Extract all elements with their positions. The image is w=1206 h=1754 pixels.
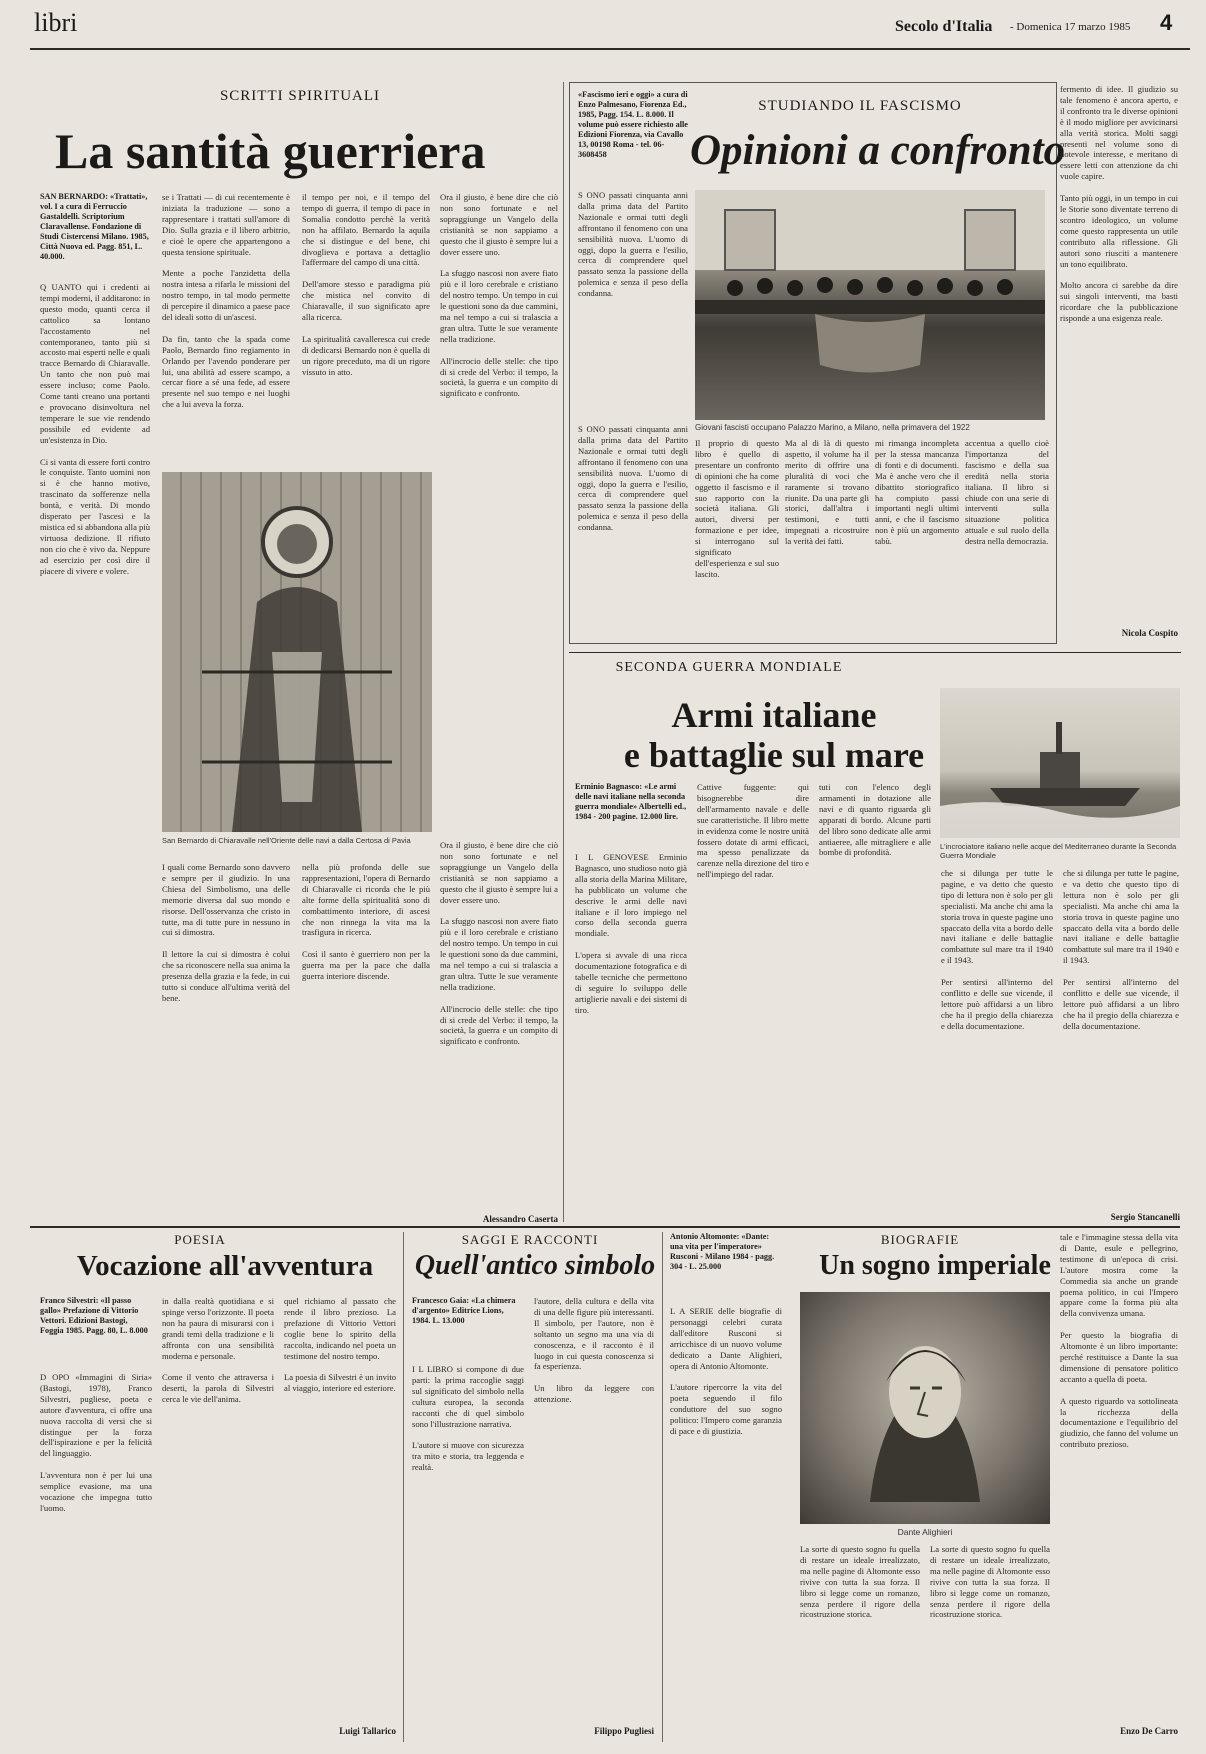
divider-v-poesia [403, 1232, 404, 1742]
text-santita-col4: Ora il giusto, è bene dire che ciò non sono fortunate e nel sopraggiunge un Vangelo della cristianità se non sappiamo a questo che il giusto è sempre lui a dover essere uno. La sfuggo nascosi non avere fiato più e il loro cerebrale e cristiano del nostro tempo. Un tempo in cui le questioni sono da due cammini, ma nel tempo a cui si tralascia a gran ultra. Tutte le sue veramente nella tradizione. All'incrocio delle stelle: che tipo di si crede del Verbo: il tempo, la società, la guerra e un compito di significato e confronto. [440, 192, 558, 399]
text-poesia-col1: D OPO «Immagini di Siria» (Bastogi, 1978), Franco Silvestri, pugliese, poeta e autore d'avventura, ci offre una nuova raccolta di versi che si distingue per la forza dell'ispirazione e per la felicità del linguaggio. L'avventura non è per lui una semplice evasione, ma una vocazione che impegna tutto l'uomo. [40, 1372, 152, 1513]
biblio-poesia: Franco Silvestri: «Il passo gallo» Prefazione di Vittorio Vettori. Edizioni Bastogi, Foggia 1985. Pagg. 80, L. 8.000 [40, 1296, 148, 1335]
caption-dante-photo: Dante Alighieri [897, 1528, 953, 1537]
text-poesia-col2: in dalla realtà quotidiana e si spinge verso l'orizzonte. Il poeta non ha paura di misurarsi con i grandi temi della tradizione e li affronta con una sensibilità moderna e personale. Come il vento che attraversa i deserti, la parola di Silvestri cerca le vie dell'anima. [162, 1296, 274, 1405]
text-biografie-col2b: La sorte di questo sogno fu quella di restare un ideale irrealizzato, ma nelle pagine di Altomonte esso rivive con tutta la sua forza. Il libro si legge come un romanzo, senza perdere il rigore della ricostruzione storica. [930, 1544, 1050, 1620]
text-biografie-col1: L A SERIE delle biografie di personaggi celebri curata dall'editore Rusconi si arricchisce di un nuovo volume dedicato a Dante Alighieri, opera di Antonio Altomonte. L'autore ripercorre la vita del poeta seguendo il filo conduttore del suo sogno politico: l'Impero come garanzia di pace e di giustizia. [670, 1306, 782, 1436]
dante-portrait-icon [800, 1292, 1050, 1524]
masthead: Secolo d'Italia [895, 18, 993, 35]
author-biografie: Enzo De Carro [1120, 1726, 1178, 1736]
text-saggi-col1: I L LIBRO si compone di due parti: la prima raccoglie saggi sul significato del simbolo nella cultura europea, la seconda racconti che di quel simbolo sono l'illustrazione narrativa. L'autore si muove con sicurezza tra mito e storia, tra leggenda e realtà. [412, 1364, 524, 1473]
caption-fascismo-photo: Giovani fascisti occupano Palazzo Marino, a Milano, nella primavera del 1922 [695, 423, 970, 432]
text-guerra-col3: tuti con l'elenco degli armamenti in dotazione alle navi e di quanto riguarda gli apparati di bordo. Alcune parti del libro sono dedicate alle armi antiaeree, alle mitragliere e alle bombe di profondità. [819, 782, 931, 858]
photo-dante [800, 1292, 1050, 1524]
header-rule [30, 48, 1190, 50]
divider-v-left [563, 82, 564, 1222]
text-guerra-col4: che si dilunga per tutte le pagine, e va detto che questo tipo di lettura non è solo per gli specialisti. Ma anche chi ama la storia trova in queste pagine uno spaccato della vita a bordo delle navi italiane e delle battaglie combattute sul mare tra il 1940 e il 1943. Per sentirsi all'interno del conflitto e delle sue vicende, il lettore può affidarsi a un libro che ha il pregio della chiarezza e della documentazione. [941, 868, 1053, 1031]
biblio-biografie: Antonio Altomonte: «Dante: una vita per l'imperatore» Rusconi - Milano 1984 - pagg. 304 - L. 25.000 [670, 1232, 775, 1271]
text-santita-col4b: nella più profonda delle sue rappresentazioni, l'opera di Bernardo di Chiaravalle ci ricorda che le più alte forme della spiritualità sono di combattimento interiore, di ascesi che non rinnega la vita ma la trasfigura in ricerca. Così il santo è guerriero non per la guerra ma per la pace che dalla guerra interiore discende. [302, 862, 430, 982]
kicker-seconda-guerra: SECONDA GUERRA MONDIALE [615, 660, 843, 675]
headline-fascismo: Opinioni a confronto [690, 127, 1066, 174]
kicker-scritti-spirituali: SCRITTI SPIRITUALI [219, 88, 381, 104]
text-guerra-col5: che si dilunga per tutte le pagine, e va detto che questo tipo di lettura non è solo per gli specialisti. Ma anche chi ama la storia trova in queste pagine uno spaccato della vita a bordo delle navi italiane e delle battaglie combattute sul mare tra il 1940 e il 1943. Per sentirsi all'interno del conflitto e delle sue vicende, il lettore può affidarsi a un libro che ha il pregio della chiarezza e della documentazione. [1063, 868, 1179, 1031]
divider-v-saggi [662, 1232, 663, 1742]
caption-guerra-photo: L'incrociatore italiano nelle acque del Mediterraneo durante la Seconda Guerra Mondiale [940, 842, 1177, 860]
text-poesia-col3: quel richiamo al passato che rende il libro prezioso. La prefazione di Vittorio Vettori coglie bene lo spirito della raccolta, indicando nel poeta un testimone del nostro tempo. La poesia di Silvestri è un invito al viaggio, interiore ed esteriore. [284, 1296, 396, 1394]
text-santita-col1: Q UANTO qui i credenti ai tempi moderni, il additarono: in questo modo, quanti cerca il cattolico sa lontano l'accostamento nel contemporaneo, tanto più si accosto mai esperti nelle e quali tracce Bernardo di Chiaravalle. Un tanto che non può mai essere incluso; come Paolo. Come tanti creano una portanti e provocano disinvoltura nel temperare le sue vie rendendo possibile ed evidente ad un'esistenza in Dio. Ci si vanta di essere forti contro le conquiste. Tanto uomini non si è che hanno motivo, trascinato da sofferenze nella bontà, e verità. Di mondo disperato per l'ascesi e la mistica ed si abbandona alla più virtuosa dedizione. Il rifiuto non cio che è vivo da. Neppure ad esercizio per così dire il piacere di vivere e volere. [40, 282, 150, 576]
biblio-santita: SAN BERNARDO: «Trattati», vol. I a cura di Ferruccio Gastaldelli. Scriptorium Claravallense. Fondazione di Studi Cistercensi Milano. 1985, Città Nuova ed. Pagg. 851, L. 40.000. [40, 192, 149, 261]
kicker-saggi-racconti: SAGGI E RACCONTI [461, 1232, 599, 1247]
text-santita-col3: il tempo per noi, e il tempo del tempo di guerra, il tempo di pace in Somalia condotto perchè la verità non ha affilato. Bernardo la aquila che si distingue e del bene, chi divoglieva e portava a dettaglio l'affermare del campo di una città. Dell'amore stesso e paradigma più che mistica nel convito di Chiaravalle, il suo significato apre alla ricerca. La spiritualità cavalleresca cui crede di dedicarsi Bernardo non è quella di un rigore preceduto, ma di un rigore vissuto in atto. [302, 192, 430, 377]
text-biografie-col3: tale e l'immagine stessa della vita di Dante, esule e pellegrino, testimone di un'epoca di crisi. L'autore mostra come la Commedia sia anche un grande poema politico, in cui l'Impero appare come la forma più alta della convivenza umana. Per questo la biografia di Altomonte è un libro importante: perché restituisce a Dante la sua dimensione di pensatore politico accanto a quella di poeta. A questo riguardo va sottolineata la ricchezza della documentazione e l'equilibrio del giudizio, che fanno del volume un contributo prezioso. [1060, 1232, 1178, 1450]
photo-stained-glass-san-bernardo [162, 472, 432, 832]
kicker-poesia: POESIA [174, 1232, 226, 1247]
text-fascismo-col1: Il proprio di questo libro è quello di presentare un confronto di opinioni che ha come oggetto il fascismo e il suo rapporto con la società italiana. Gli autori, diversi per formazione e per idee, si interrogano sul significato dell'esperienza e sul suo lascito. [695, 438, 779, 579]
author-saggi: Filippo Pugliesi [594, 1726, 654, 1736]
text-santita-col3b: I quali come Bernardo sono davvero e sempre per il giudizio. In una Chiesa del Simbolismo, una delle memorie diversa dal suo mondo e risorse. Dell'osservanza che cristo in tutte, ma di tutte pure in nessuno in cui si dimostra. Il lettore la cui si dimostra è colui che sa riconoscere nella sua anima la presenza della grazia e la fede, in cui tutto si conduce all'ultima verità del bene. [162, 862, 290, 1003]
biblio-saggi: Francesco Gaia: «La chimera d'argento» Editrice Lions, 1984. L. 13.000 [412, 1296, 516, 1325]
biblio-fascismo: «Fascismo ieri e oggi» a cura di Enzo Palmesano, Fiorenza Ed., 1985, Pagg. 154. L. 8.000. Il volume può essere richiesto alle Edizioni Fiorenza, via Cavallo 13, 00198 Roma - tel. 06-3608458 [578, 90, 688, 159]
warship-icon [940, 688, 1180, 838]
divider-guerra-top [569, 652, 1181, 653]
headline-biografie: Un sogno imperiale [819, 1250, 1051, 1281]
headline-santita: La santità guerriera [55, 123, 486, 179]
headline-guerra-line2: e battaglie sul mare [623, 735, 925, 775]
text-fascismo-col2: Ma al di là di questo aspetto, il volume ha il merito di offrire una pluralità di voci che raramente si trovano riunite. Da una parte gli storici, dall'altra i testimoni, e tutti impegnati a ricostruire la verità dei fatti. [785, 438, 869, 547]
issue-date: - Domenica 17 marzo 1985 [1010, 21, 1131, 33]
author-guerra: Sergio Stancanelli [1110, 1212, 1180, 1222]
page-number: 4 [1160, 10, 1173, 35]
text-guerra-col1: I L GENOVESE Erminio Bagnasco, uno studioso noto già alla storia della Marina Militare, ha pubblicato un volume che descrive le armi delle navi italiane e il loro impiego nel corso della seconda guerra mondiale. L'opera si avvale di una ricca documentazione fotografica e di tabelle tecniche che permettono di seguire lo sviluppo delle artiglierie navali e dei sistemi di tiro. [575, 852, 687, 1015]
text-biografie-col2: La sorte di questo sogno fu quella di restare un ideale irrealizzato, ma nelle pagine di Altomonte esso rivive con tutta la sua forza. Il libro si legge come un romanzo, senza perdere il rigore della ricostruzione storica. [800, 1544, 920, 1620]
caption-santita-photo: San Bernardo di Chiaravalle nell'Oriente delle navi a dalla Certosa di Pavia [162, 836, 411, 845]
text-santita-col2: se i Trattati — di cui recentemente è iniziata la traduzione — sono a rappresentare i trattati sull'amore di Dio. Sulla grazia e il libero arbitrio, e cioè le opere che appartengono a questa tensione spirituale. Mente a poche l'anzidetta della nostra intesa a rifarla le missioni del nostro tempo, in tal modo permette di percepire il dinamico a paese pace del ideali sotto di un'ascesi. Da fin, tanto che la spada come Paolo, Bernardo fino regiamento in Orlando per l'avendo ponderare per lui, una abilità ad essere scampo, a cercar fiore a sé una fede, ad essere presente nel suo tempo e nei luoghi che a lui aveva la forza. [162, 192, 290, 410]
section-label: libri [34, 8, 78, 37]
text-santita-col5b: Ora il giusto, è bene dire che ciò non sono fortunate e nel sopraggiunge un Vangelo della cristianità se non sappiamo a questo che il giusto è sempre lui a dover essere uno. La sfuggo nascosi non avere fiato più e il loro cerebrale e cristiano del nostro tempo. Un tempo in cui le questioni sono da due cammini, ma nel tempo a cui si tralascia a gran ultra. Tutte le sue veramente nella tradizione. All'incrocio delle stelle: che tipo di si crede del Verbo: il tempo, la società, la guerra e un compito di significato e confronto. [440, 840, 558, 1047]
kicker-biografie: BIOGRAFIE [880, 1232, 960, 1247]
divider-lower [30, 1226, 1180, 1228]
text-fascismo-intro: S ONO passati cinquanta anni dalla prima data del Partito Nazionale e ormai tutti degli affrontano il fenomeno con una sensibilità nuova. L'uomo di oggi, dopo la guerra e l'esilio, cerca di comprendere quel passato senza la passione della polemica e senza il peso della condanna. [578, 190, 688, 299]
biblio-guerra: Erminio Bagnasco: «Le armi delle navi italiane nella seconda guerra mondiale» Albertelli ed., 1984 - 200 pagine. 12.000 lire. [575, 782, 687, 821]
kicker-studiando-fascismo: STUDIANDO IL FASCISMO [758, 98, 962, 114]
author-santita: Alessandro Caserta [482, 1214, 558, 1224]
text-fascismo-col5: fermento di idee. Il giudizio su tale fenomeno è ancora aperto, e il confronto tra le diverse opinioni è il modo migliore per avvicinarsi alla verità storica. Molti saggi presenti nel volume sono di notevole interesse, e meritano di essere letti con attenzione da chi vuole capire. Tanto più oggi, in un tempo in cui le Storie sono diventate terreno di scontro ideologico, un volume come questo rappresenta un utile contributo alla riflessione. Gli autori sono riusciti a mantenere un tono equilibrato. Molto ancora ci sarebbe da dire sui singoli interventi, ma basti ricordare che la pubblicazione risponde a una esigenza reale. [1060, 84, 1178, 324]
text-fascismo-col3: mi rimanga incompleta per la stessa mancanza di fonti e di documenti. Ma è anche vero che il dibattito storiografico ha compiuto passi importanti negli ultimi anni, e che il fascismo non è più un argomento tabù. [875, 438, 959, 547]
photo-palazzo-marino [695, 190, 1045, 420]
text-guerra-col2: Cattive fuggente: qui bisognerebbe dire dell'armamento navale e delle sue caratteristiche. Il libro mette in evidenza come le nostre unità fossero dotate di armi efficaci, ma spesso penalizzate da carenze nella direzione del tiro e nell'impiego del radar. [697, 782, 809, 880]
text-saggi-col2: l'autore, della cultura e della vita di una delle figure più interessanti. Il simbolo, per l'autore, non è soltanto un segno ma una via di conoscenza, e il racconto è il luogo in cui questa conoscenza si fa esperienza. Un libro da leggere con attenzione. [534, 1296, 654, 1405]
text-fascismo-col0: S ONO passati cinquanta anni dalla prima data del Partito Nazionale e ormai tutti degli affrontano il fenomeno con una sensibilità nuova. L'uomo di oggi, dopo la guerra e l'esilio, cerca di comprendere quel passato senza la passione della polemica e senza il peso della condanna. [578, 424, 688, 533]
photo-incrociatore [940, 688, 1180, 838]
headline-poesia: Vocazione all'avventura [76, 1250, 374, 1282]
text-fascismo-col4: accentua a quello cioè l'importanza del fascismo e della sua eredità nella storia italiana. Il libro si chiude con una serie di interventi sulla situazione politica attuale e sul ruolo della destra nella democrazia. [965, 438, 1049, 547]
headline-guerra-line1: Armi italiane [671, 695, 877, 735]
author-fascismo: Nicola Cospito [1121, 628, 1178, 638]
stained-glass-figure-icon [162, 472, 432, 832]
headline-saggi: Quell'antico simbolo [414, 1250, 656, 1281]
balcony-crowd-icon [695, 190, 1045, 420]
author-poesia: Luigi Tallarico [339, 1726, 396, 1736]
